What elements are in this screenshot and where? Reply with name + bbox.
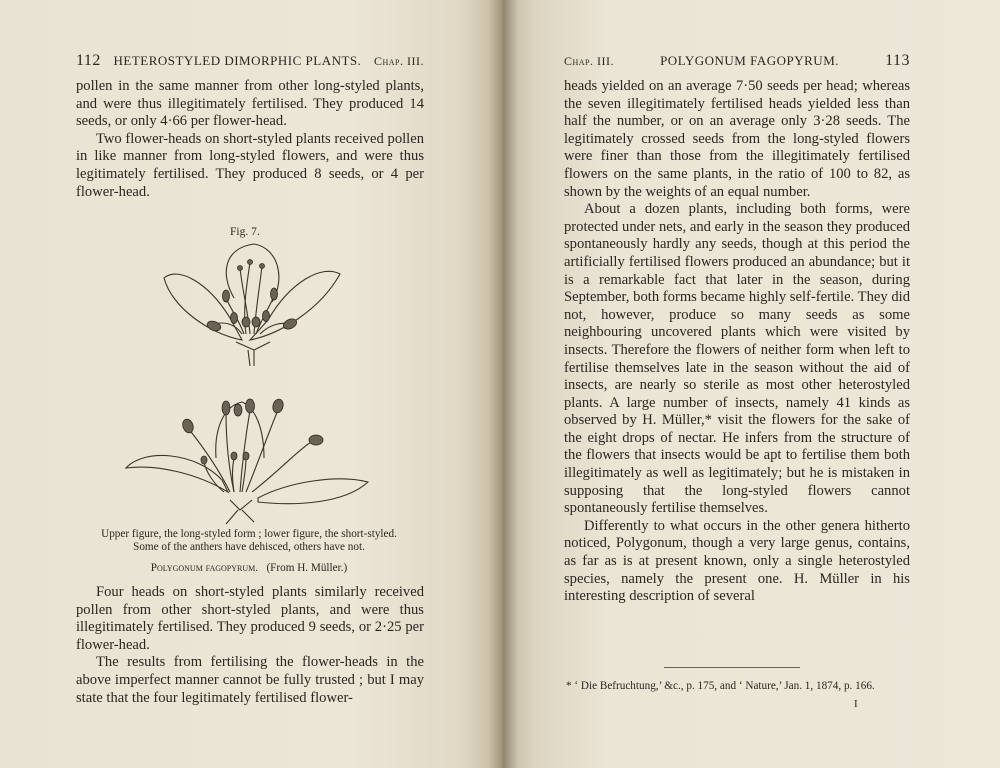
long-styled-flower-illustration	[150, 238, 350, 368]
left-text-top	[76, 78, 424, 201]
paragraph: About a dozen plants, including both forms, were protected under nets, and early in the season they produced spontaneously hardly any seeds, though at this period the artificially fertilised flowers produced an abundance; but it is a remarkable fact that later in the season, during September, both forms became highly self-fertile. They did not, however, produce so many seeds as some neighbouring uncovered plants which were visited by insects. Therefore the flowers of neither form when left to fertilise themselves late in the season without the aid of insects, are nearly so sterile as most other heterostyled plants. A large number of insects, namely 41 kinds as observed by H. Müller,* visit the flowers for the sake of the eight drops of nectar. He infers from the structure of the flowers that insects would be apt to fertilise them both illegitimately as well as legitimately; but he is mistaken in supposing that the long-styled flowers cannot spontaneously fertilise themselves.	[564, 201, 910, 517]
right-text	[564, 78, 910, 606]
caption-source-line	[84, 562, 414, 575]
signature-mark: I	[854, 698, 858, 710]
paragraph: Two flower-heads on short-styled plants received pollen in like manner from long-styled flowers, and were thus legitimately fertilised. They produced 8 seeds, or 4 per flower-head.	[76, 130, 424, 200]
left-text-bottom	[76, 584, 424, 707]
chapter-label: Chap. III.	[564, 54, 614, 68]
paragraph: pollen in the same manner from other long-styled plants, and were thus illegitimately fertilised. They produced 14 seeds, or only 4·66 per flower-head.	[76, 78, 424, 130]
page-number: 113	[885, 52, 910, 69]
figure-label: Fig. 7.	[230, 226, 260, 238]
footnote: * ‘ Die Befruchtung,’ &c., p. 175, and ‘ Nature,’ Jan. 1, 1874, p. 166.	[566, 680, 875, 692]
right-page-header	[564, 52, 910, 70]
book-gutter	[488, 0, 518, 768]
short-styled-flower-illustration	[118, 388, 374, 528]
paragraph: The results from fertilising the flower-heads in the above imperfect manner cannot be fully trusted ; but I may state that the four legitimately fertilised flower-	[76, 654, 424, 706]
figure-caption	[84, 528, 414, 575]
chapter-label: Chap. III.	[373, 54, 424, 68]
left-page-header	[76, 52, 424, 70]
caption-line: Upper figure, the long-styled form ; lower figure, the short-styled.	[101, 528, 397, 540]
footnote-rule	[664, 667, 800, 668]
caption-source: (From H. Müller.)	[266, 562, 348, 574]
page-number: 112	[76, 52, 101, 69]
paragraph: heads yielded on an average 7·50 seeds per head; whereas the seven illegitimately fertilised heads yielded less than half the number, or on an average only 3·28 seeds. The legitimately crossed seeds from the long-styled flowers were finer than those from the illegitimately fertilised flowers on the same plants, in the ratio of 100 to 82, as shown by the weights of an equal number.	[564, 78, 910, 200]
paragraph: Differently to what occurs in the other genera hitherto noticed, Polygonum, though a very large genus, contains, as far as is at present known, only a single heterostyled species, namely the present one. H. Müller in his interesting description of several	[564, 517, 910, 605]
right-page	[500, 0, 1000, 768]
paragraph: Four heads on short-styled plants similarly received pollen from other short-styled plants, and were thus illegitimately fertilised. They produced 9 seeds, or 2·25 per flower-head.	[76, 584, 424, 653]
running-title: HETEROSTYLED DIMORPHIC PLANTS.	[113, 53, 362, 68]
running-title: POLYGONUM FAGOPYRUM.	[660, 53, 840, 68]
caption-line: Some of the anthers have dehisced, others have not.	[133, 541, 365, 553]
caption-species: Polygonum fagopyrum.	[150, 562, 259, 574]
